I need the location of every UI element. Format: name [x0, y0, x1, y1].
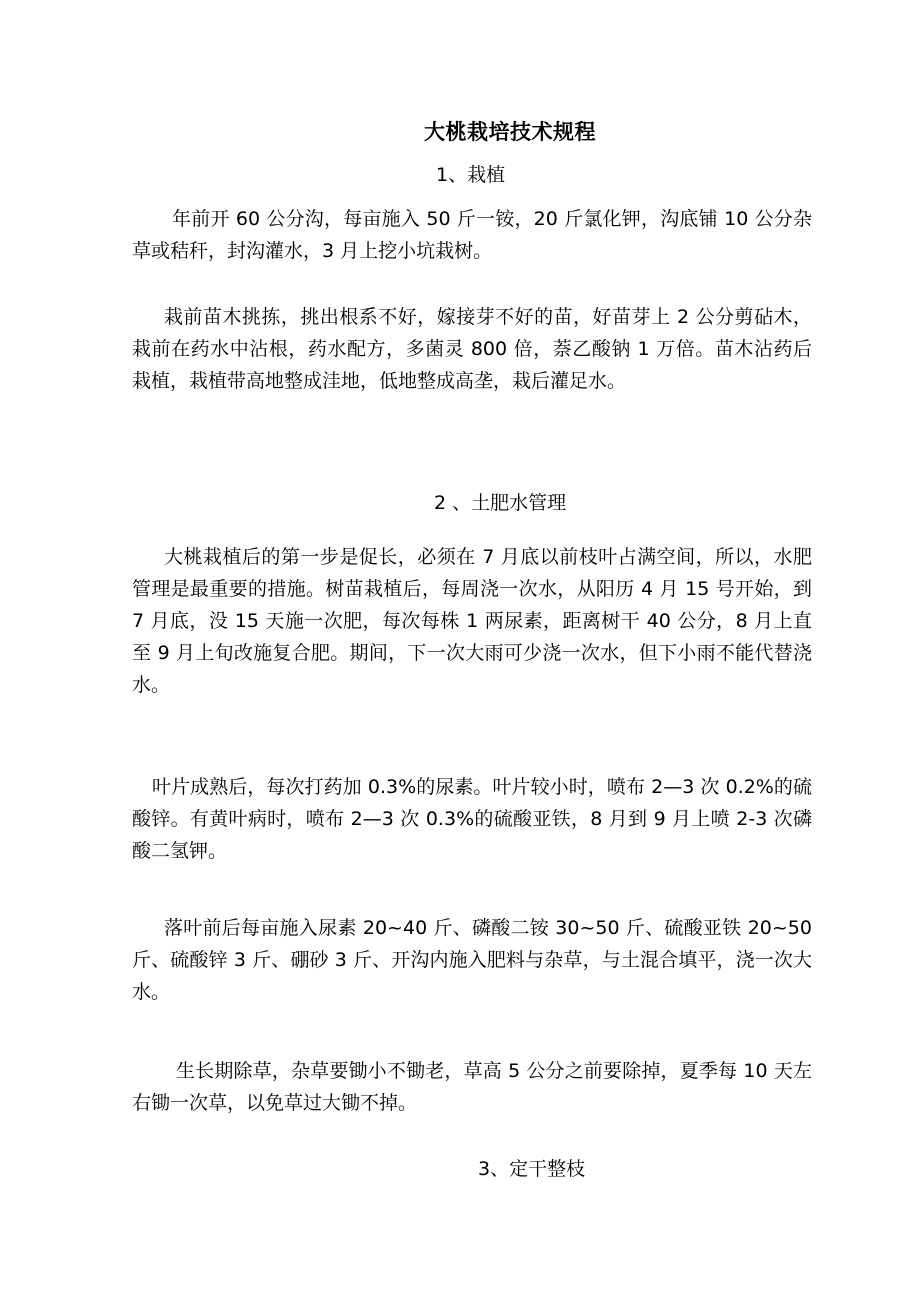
- paragraph: 大桃栽植后的第一步是促长，必须在 7 月底以前枝叶占满空间，所以，水肥管理是最重要的措施。树苗栽植后，每周浇一次水，从阳历 4 月 15 号开始，到 7 月底，没 15 天施一次肥，每次每株 1 两尿素，距离树干 40 公分，8 月上直至 9 月上旬改施复合肥。期间，下一次大雨可少浇一次水，但下小雨不能代替浇水。: [132, 546, 812, 696]
- section-heading: 2 、土肥水管理: [434, 492, 567, 514]
- paragraph: 叶片成熟后，每次打药加 0.3%的尿素。叶片较小时，喷布 2—3 次 0.2%的硫酸锌。有黄叶病时，喷布 2—3 次 0.3%的硫酸亚铁，8 月到 9 月上喷 2-3 次磷酸二氢钾。: [132, 776, 812, 862]
- paragraph: 年前开 60 公分沟，每亩施入 50 斤一铵，20 斤氯化钾，沟底铺 10 公分杂草或秸秆，封沟灌水，3 月上挖小坑栽树。: [132, 208, 812, 262]
- section-heading: 1、栽植: [436, 164, 506, 186]
- section-heading: 3、定干整枝: [478, 1158, 586, 1180]
- paragraph: 落叶前后每亩施入尿素 20~40 斤、磷酸二铵 30~50 斤、硫酸亚铁 20~50 斤、硫酸锌 3 斤、硼砂 3 斤、开沟内施入肥料与杂草，与土混合填平，浇一次大水。: [132, 917, 812, 1003]
- document-title: 大桃栽培技术规程: [424, 120, 596, 144]
- paragraph: 生长期除草，杂草要锄小不锄老，草高 5 公分之前要除掉，夏季每 10 天左右锄一次草，以免草过大锄不掉。: [132, 1060, 812, 1114]
- paragraph: 栽前苗木挑拣，挑出根系不好，嫁接芽不好的苗，好苗芽上 2 公分剪砧木，栽前在药水中沾根，药水配方，多菌灵 800 倍，萘乙酸钠 1 万倍。苗木沾药后栽植，栽植带高地整成洼地，低地整成高垄，栽后灌足水。: [132, 306, 812, 392]
